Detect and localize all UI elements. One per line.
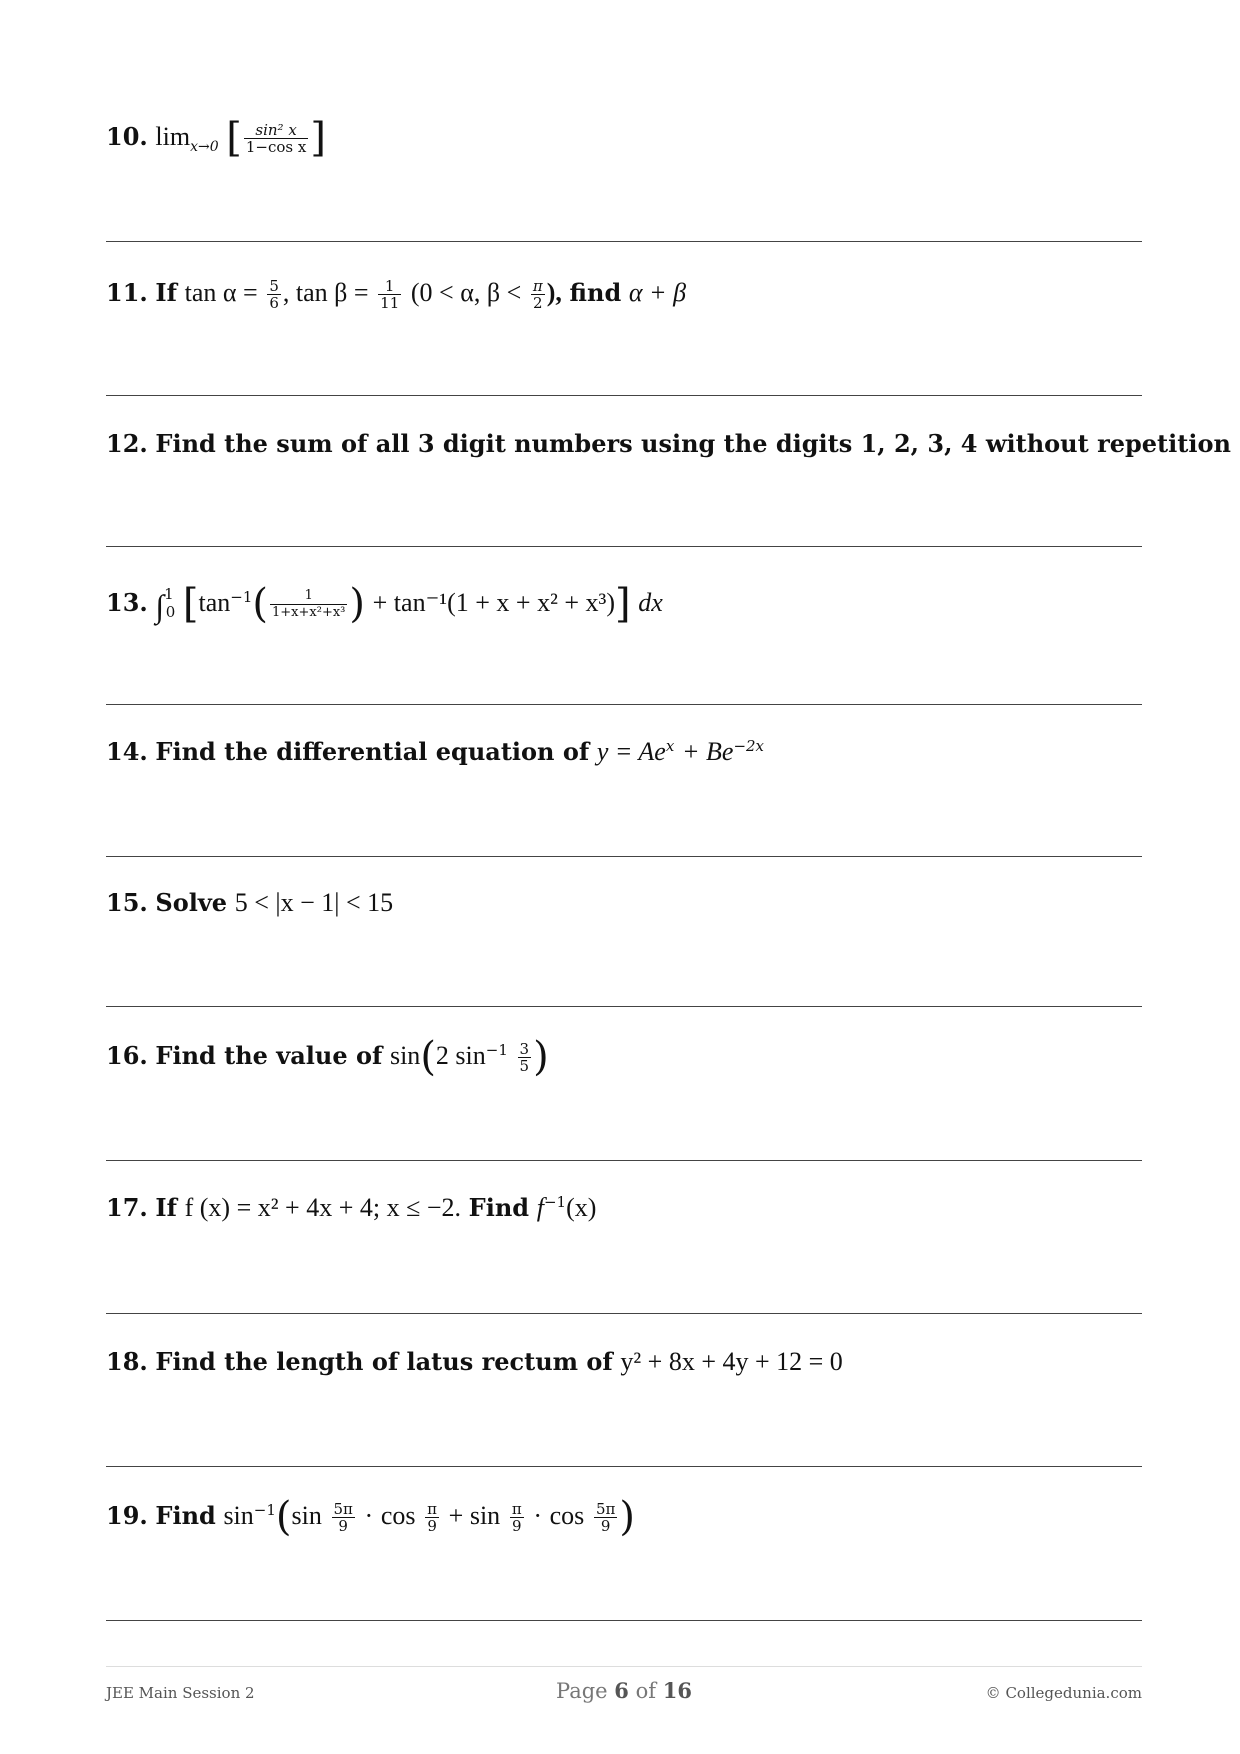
exam-name: JEE Main Session 2 bbox=[106, 1684, 255, 1702]
question-10: 10. $\lim_{x\to 0}$ [ $\frac{\text{sin² x}}{\text{1−cos x}}$ ] bbox=[106, 115, 326, 161]
page-indicator: Page 6 of 16 bbox=[556, 1678, 692, 1703]
question-16: 16. Find the value of sin(2 $\sin^{-1}$ $\frac{3}{5}$ ) bbox=[106, 1034, 549, 1080]
answer-divider bbox=[106, 1466, 1142, 1467]
question-11: 11. If tan α = $\frac{5}{6}$ , tan β = $\frac{1}{11}$ (0 < α, β < $\frac{\pi}{2}$ ), find α + β bbox=[106, 277, 687, 312]
answer-divider bbox=[106, 241, 1142, 242]
footer-divider bbox=[106, 1666, 1142, 1667]
question-19: 19. Find $\sin^{-1}(\sin$ $\frac{5\pi}{9}$ · cos $\frac{\pi}{9}$ + sin $\frac{\pi}{9}$ · cos $\frac{5\pi}{9}$ ) bbox=[106, 1494, 635, 1540]
answer-divider bbox=[106, 856, 1142, 857]
answer-divider bbox=[106, 704, 1142, 705]
fraction: $\frac{\text{sin² x}}{\text{1−cos x}}$ bbox=[245, 121, 307, 156]
limit-text: lim bbox=[155, 122, 191, 151]
page-footer bbox=[106, 1678, 1142, 1708]
answer-divider bbox=[106, 1620, 1142, 1621]
question-14: 14. Find the differential equation of $y = Ae^x + Be^{-2x}$ bbox=[106, 737, 765, 766]
answer-divider bbox=[106, 1006, 1142, 1007]
question-number: 10. bbox=[106, 122, 148, 151]
answer-divider bbox=[106, 1313, 1142, 1314]
question-12: 12. Find the sum of all 3 digit numbers using the digits 1, 2, 3, 4 without repetition bbox=[106, 429, 1231, 458]
answer-divider bbox=[106, 546, 1142, 547]
integral-sign: ∫ bbox=[155, 588, 165, 624]
answer-divider bbox=[106, 395, 1142, 396]
limit-subscript: x→0 bbox=[190, 138, 219, 155]
question-17: 17. If f (x) = x² + 4x + 4; x ≤ −2. Find $f^{-1}(x)$ bbox=[106, 1193, 597, 1222]
question-13: 13. ∫$^1_0$ [$\tan^{-1}$( $\frac{1}{\text{1+x+x²+x³}}$ ) + tan⁻¹(1 + x + x² + x³)] dx bbox=[106, 581, 663, 627]
question-18: 18. Find the length of latus rectum of y² + 8x + 4y + 12 = 0 bbox=[106, 1347, 843, 1376]
copyright: © Collegedunia.com bbox=[985, 1684, 1142, 1702]
question-15: 15. Solve 5 < |x − 1| < 15 bbox=[106, 888, 394, 917]
answer-divider bbox=[106, 1160, 1142, 1161]
